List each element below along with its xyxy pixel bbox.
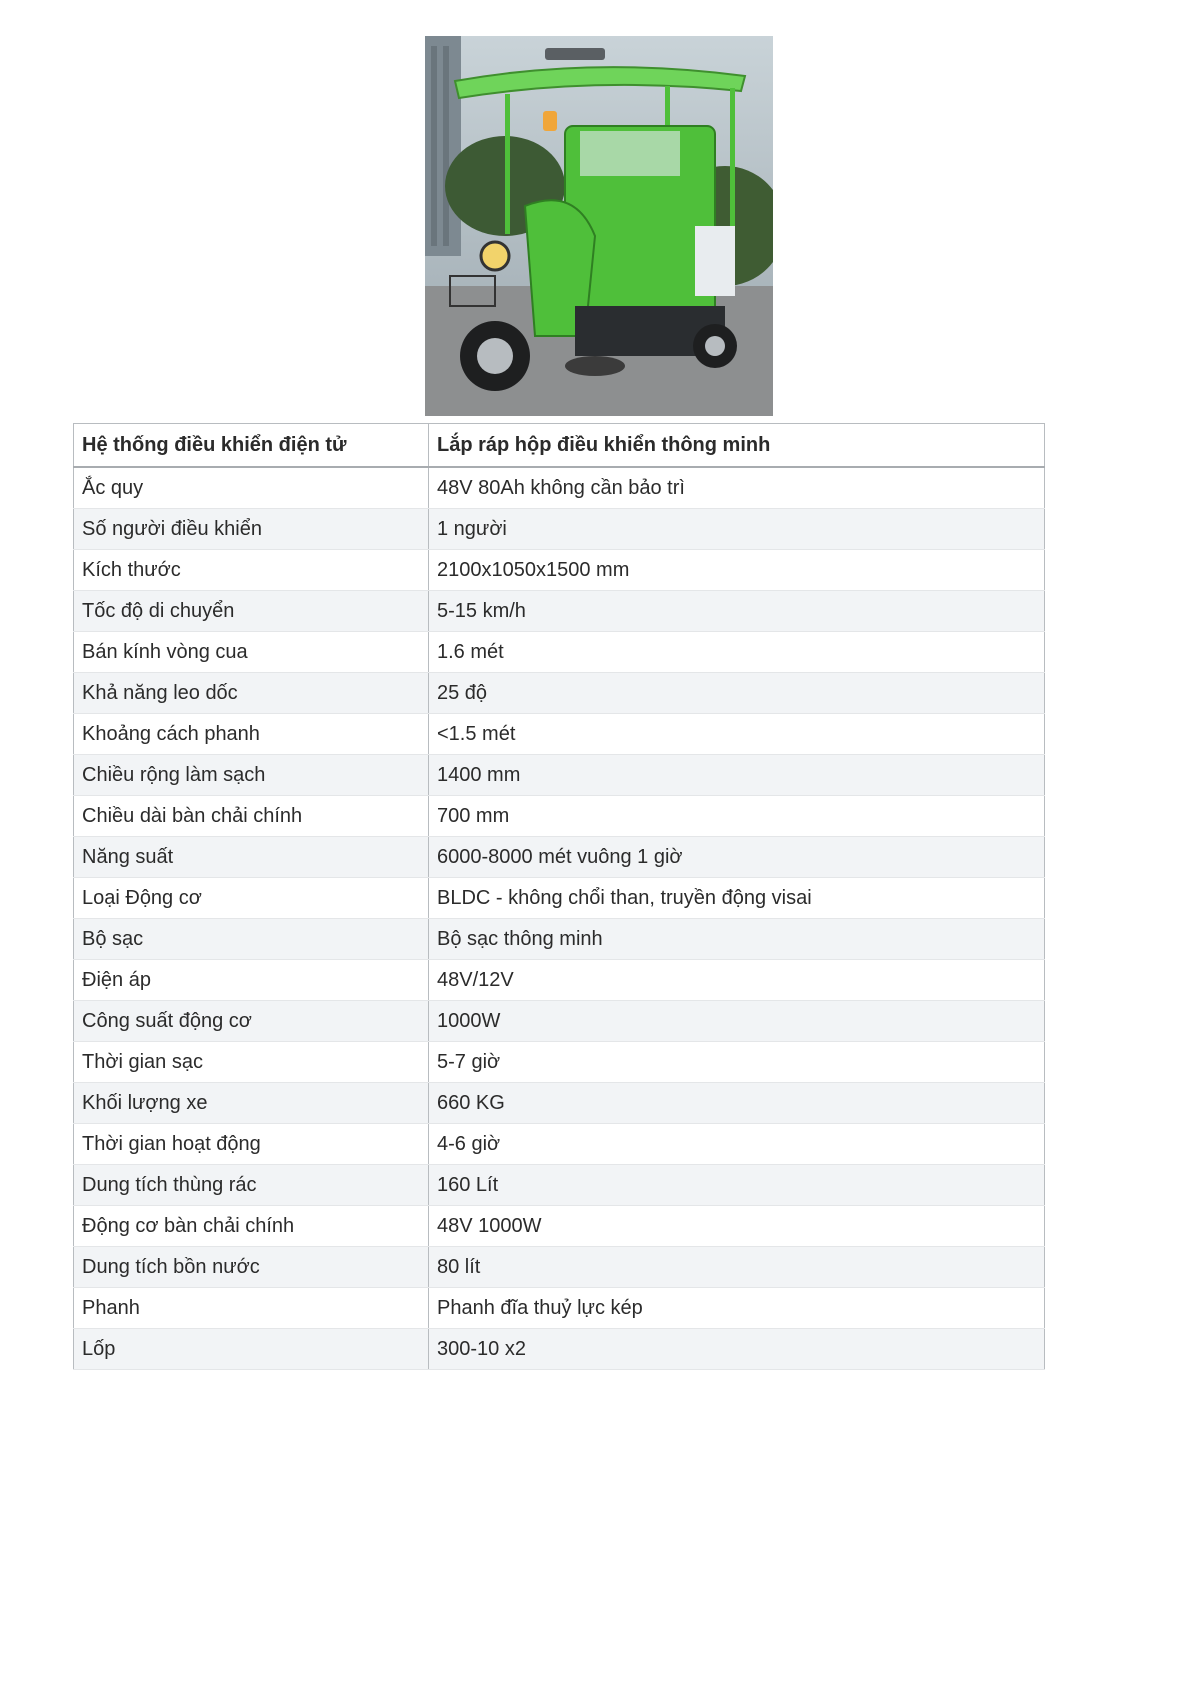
spec-value: 700 mm xyxy=(429,796,1045,837)
table-row xyxy=(74,509,1045,550)
table-row xyxy=(74,550,1045,591)
table-row xyxy=(74,632,1045,673)
spec-value: 1 người xyxy=(429,509,1045,550)
spec-value: 160 Lít xyxy=(429,1165,1045,1206)
spec-key: Công suất động cơ xyxy=(74,1001,429,1042)
spec-value: 25 độ xyxy=(429,673,1045,714)
spec-value: 2100x1050x1500 mm xyxy=(429,550,1045,591)
spec-key: Bộ sạc xyxy=(74,919,429,960)
spec-value: 1000W xyxy=(429,1001,1045,1042)
table-row xyxy=(74,1288,1045,1329)
spec-key: Số người điều khiển xyxy=(74,509,429,550)
spec-value: Phanh đĩa thuỷ lực kép xyxy=(429,1288,1045,1329)
spec-value: 1400 mm xyxy=(429,755,1045,796)
spec-key: Điện áp xyxy=(74,960,429,1001)
spec-key: Ắc quy xyxy=(74,467,429,509)
table-row xyxy=(74,673,1045,714)
spec-key: Khả năng leo dốc xyxy=(74,673,429,714)
spec-key: Phanh xyxy=(74,1288,429,1329)
spec-value: 48V 80Ah không cần bảo trì xyxy=(429,467,1045,509)
spec-value: 300-10 x2 xyxy=(429,1329,1045,1370)
spec-key: Loại Động cơ xyxy=(74,878,429,919)
table-row xyxy=(74,878,1045,919)
table-row xyxy=(74,755,1045,796)
spec-table-body xyxy=(74,467,1045,1370)
table-row xyxy=(74,1247,1045,1288)
table-row xyxy=(74,1124,1045,1165)
spec-value: <1.5 mét xyxy=(429,714,1045,755)
spec-value: 1.6 mét xyxy=(429,632,1045,673)
table-row xyxy=(74,1329,1045,1370)
spec-value: 5-7 giờ xyxy=(429,1042,1045,1083)
table-row xyxy=(74,1001,1045,1042)
spec-key: Khoảng cách phanh xyxy=(74,714,429,755)
table-row xyxy=(74,591,1045,632)
spec-value: 4-6 giờ xyxy=(429,1124,1045,1165)
spec-key: Thời gian sạc xyxy=(74,1042,429,1083)
table-row xyxy=(74,1042,1045,1083)
spec-value: 5-15 km/h xyxy=(429,591,1045,632)
spec-value: 6000-8000 mét vuông 1 giờ xyxy=(429,837,1045,878)
spec-key: Dung tích bồn nước xyxy=(74,1247,429,1288)
spec-key: Lốp xyxy=(74,1329,429,1370)
spec-value: 48V 1000W xyxy=(429,1206,1045,1247)
header-value: Lắp ráp hộp điều khiển thông minh xyxy=(429,424,1045,468)
table-header-row xyxy=(74,424,1045,468)
spec-value: 48V/12V xyxy=(429,960,1045,1001)
table-row xyxy=(74,919,1045,960)
spec-value: 660 KG xyxy=(429,1083,1045,1124)
spec-key: Thời gian hoạt động xyxy=(74,1124,429,1165)
spec-key: Kích thước xyxy=(74,550,429,591)
spec-key: Chiều rộng làm sạch xyxy=(74,755,429,796)
spec-key: Năng suất xyxy=(74,837,429,878)
table-row xyxy=(74,1165,1045,1206)
table-row xyxy=(74,837,1045,878)
spec-value: Bộ sạc thông minh xyxy=(429,919,1045,960)
spec-table xyxy=(73,423,1045,1370)
spec-key: Bán kính vòng cua xyxy=(74,632,429,673)
table-row xyxy=(74,796,1045,837)
table-row xyxy=(74,960,1045,1001)
spec-value: BLDC - không chổi than, truyền động visai xyxy=(429,878,1045,919)
electric-sweeper-illustration xyxy=(425,36,773,416)
product-photo xyxy=(425,36,773,416)
table-row xyxy=(74,714,1045,755)
table-row xyxy=(74,467,1045,509)
table-row xyxy=(74,1083,1045,1124)
spec-key: Tốc độ di chuyển xyxy=(74,591,429,632)
header-key: Hệ thống điều khiển điện tử xyxy=(74,424,429,468)
spec-value: 80 lít xyxy=(429,1247,1045,1288)
spec-key: Khối lượng xe xyxy=(74,1083,429,1124)
spec-key: Dung tích thùng rác xyxy=(74,1165,429,1206)
spec-key: Chiều dài bàn chải chính xyxy=(74,796,429,837)
table-row xyxy=(74,1206,1045,1247)
spec-key: Động cơ bàn chải chính xyxy=(74,1206,429,1247)
